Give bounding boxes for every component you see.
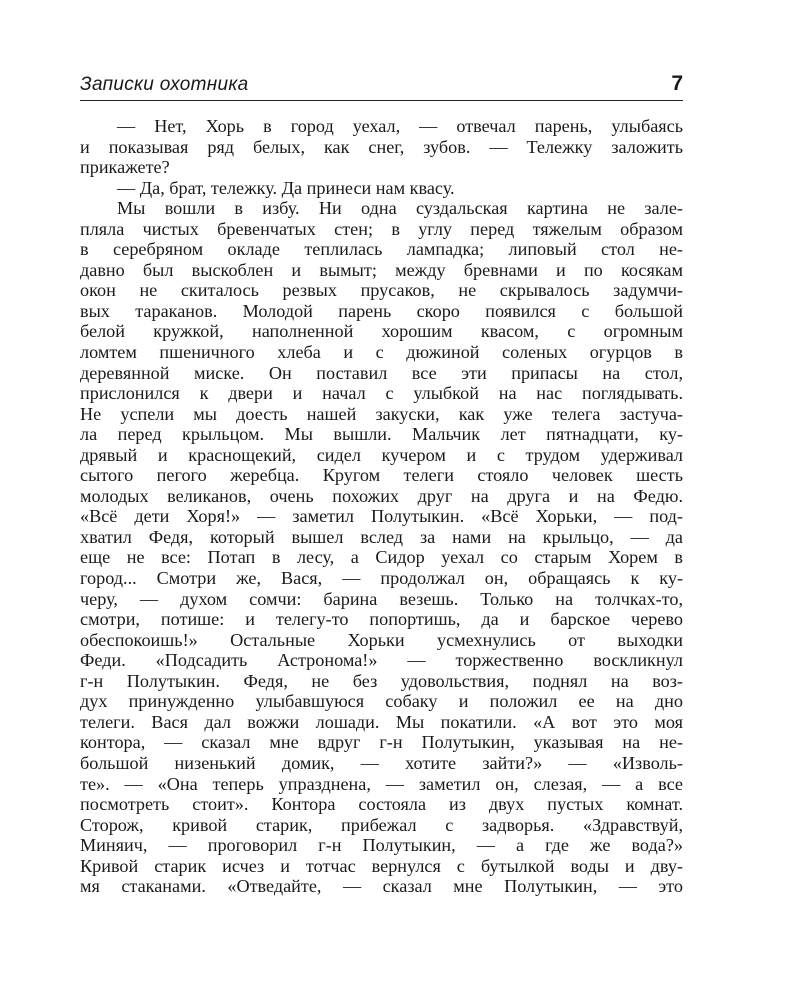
text-line: вых тараканов. Молодой парень скоро появился с большой	[80, 300, 683, 321]
text-line: те». — «Она теперь упразднена, — заметил он, слезая, — а все	[80, 773, 683, 794]
text-line: — Нет, Хорь в город уехал, — отвечал парень, улыбаясь	[117, 116, 683, 136]
text-line: город... Смотри же, Вася, — продолжал он, обращаясь к ку-	[80, 568, 683, 589]
text-line: г-н Полутыкин. Федя, не без удовольствия, поднял на воз-	[80, 670, 683, 691]
running-title: Записки охотника	[80, 74, 249, 95]
running-head	[80, 70, 683, 100]
text-line: в серебряном окладе теплилась лампадка; липовый стол не-	[80, 239, 683, 260]
text-line: обеспокоишь!» Остальные Хорьки усмехнулись от выходки	[80, 629, 683, 650]
text-line: Мы вошли в избу. Ни одна суздальская картина не зале-	[117, 198, 683, 219]
text-line: контора, — сказал мне вдруг г-н Полутыкин, указывая на не-	[80, 732, 683, 753]
text-line: еще не все: Потап в лесу, а Сидор уехал со старым Хорем в	[80, 547, 683, 568]
text-line: пляла чистых бревенчатых стен; в углу перед тяжелым образом	[80, 218, 683, 239]
text-line: Кривой старик исчез и тотчас вернулся с бутылкой воды и дву-	[80, 855, 683, 876]
text-line: ла перед крыльцом. Мы вышли. Мальчик лет пятнадцати, ку-	[80, 424, 683, 445]
text-line: Сторож, кривой старик, прибежал с задворья. «Здравствуй,	[80, 814, 683, 835]
text-line: смотри, потише: и телегу-то попортишь, да и барское черево	[80, 609, 683, 630]
text-line: и показывая ряд белых, как снег, зубов. — Тележку заложить	[80, 136, 683, 157]
text-line: белой кружкой, наполненной хорошим квасом, с огромным	[80, 321, 683, 342]
text-line: молодых великанов, очень похожих друг на друга и на Федю.	[80, 485, 683, 506]
text-line: окон не скиталось резвых прусаков, не скрывалось задумчи-	[80, 280, 683, 301]
text-line: дух принужденно улыбавшуюся собаку и положил ее на дно	[80, 691, 683, 712]
text-line: «Всё дети Хоря!» — заметил Полутыкин. «Всё Хорьки, — под-	[80, 506, 683, 527]
text-line: посмотреть стоит». Контора состояла из двух пустых комнат.	[80, 794, 683, 815]
text-line: сытого пегого жеребца. Кругом телеги стояло человек шесть	[80, 465, 683, 486]
text-line: мя стаканами. «Отведайте, — сказал мне Полутыкин, — это	[80, 876, 683, 897]
header-rule	[80, 100, 683, 101]
text-line: давно был выскоблен и вымыт; между бревнами и по косякам	[80, 259, 683, 280]
text-line: хватил Федя, который вышел вслед за нами на крыльцо, — да	[80, 526, 683, 547]
body-text	[80, 116, 683, 897]
text-line: — Да, брат, тележку. Да принеси нам квасу.	[117, 177, 455, 198]
page-number: 7	[671, 72, 683, 95]
text-line: большой низенький домик, — хотите зайти?» — «Изволь-	[80, 752, 683, 773]
text-line: Феди. «Подсадить Астронома!» — торжественно воскликнул	[80, 650, 683, 671]
text-line: телеги. Вася дал вожжи лошади. Мы покатили. «А вот это моя	[80, 711, 683, 732]
text-line: Миняич, — проговорил г-н Полутыкин, — а где же вода?»	[80, 835, 683, 856]
text-line: прислонился к двери и начал с улыбкой на нас поглядывать.	[80, 383, 683, 404]
text-line: Не успели мы доесть нашей закуски, как уже телега застуча-	[80, 403, 683, 424]
text-line: деревянной миске. Он поставил все эти припасы на стол,	[80, 362, 683, 383]
text-line: черу, — духом сомчи: барина везешь. Только на толчках-то,	[80, 588, 683, 609]
text-line: ломтем пшеничного хлеба и с дюжиной соленых огурцов в	[80, 342, 683, 363]
text-line: прикажете?	[80, 157, 170, 178]
text-line: дрявый и краснощекий, сидел кучером и с трудом удерживал	[80, 444, 683, 465]
